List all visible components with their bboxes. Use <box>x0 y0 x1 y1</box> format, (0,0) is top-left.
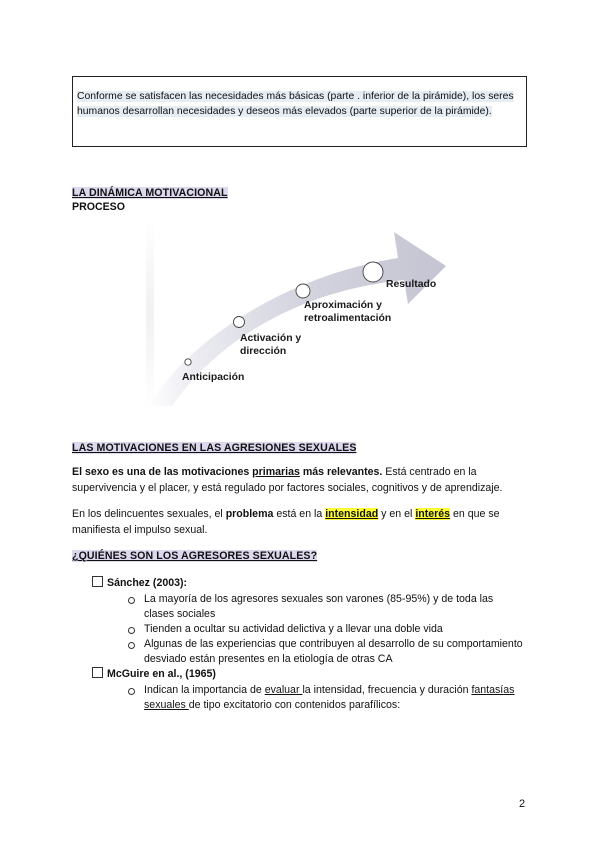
intro-text: Conforme se satisfacen las necesidades más básicas (parte . inferior de la pirámide), los seres humanos desarrollan necesidades y deseos más elevados (parte superior de la pirámide). <box>77 91 514 117</box>
step-marker-2 <box>234 317 245 328</box>
step-label-2a: Activación y <box>240 333 302 344</box>
mcguire-bullet-list <box>126 683 526 713</box>
section-subheading-proceso: PROCESO <box>72 201 125 213</box>
step-label-2b: dirección <box>240 346 287 357</box>
checkbox-icon <box>92 576 103 587</box>
highlight-interes: interés <box>415 508 451 520</box>
section-heading-motivaciones: LAS MOTIVACIONES EN LAS AGRESIONES SEXUALES <box>72 442 357 454</box>
paragraph-sexo: El sexo es una de las motivaciones primarias más relevantes. Está centrado en la supervivencia y el placer, y está regulado por factores sociales, cognitivos y de aprendizaje. <box>72 466 503 494</box>
list-item: Algunas de las experiencias que contribuyen al desarrollo de su comportamiento desviado están presentes en la etiología de otras CA <box>126 637 526 667</box>
list-item: Tienden a ocultar su actividad delictiva y a llevar una doble vida <box>126 622 526 637</box>
step-label-1: Anticipación <box>182 372 245 383</box>
step-label-4: Resultado <box>386 279 437 290</box>
step-marker-4 <box>363 262 383 282</box>
step-marker-3 <box>296 284 310 298</box>
intro-box <box>72 76 527 147</box>
checklist-item-sanchez: Sánchez (2003): <box>92 576 187 591</box>
step-label-3b: retroalimentación <box>304 313 392 324</box>
checkbox-icon <box>92 667 103 678</box>
process-diagram <box>146 218 446 413</box>
process-arrow-graphic <box>146 218 446 408</box>
page-number: 2 <box>519 798 526 810</box>
diagram-shade <box>146 218 154 408</box>
highlight-intensidad: intensidad <box>325 508 379 520</box>
list-item: La mayoría de los agresores sexuales son varones (85-95%) y de toda las clases sociales <box>126 592 526 622</box>
step-marker-1 <box>185 359 191 365</box>
section-heading-dinamica: LA DINÁMICA MOTIVACIONAL <box>72 187 228 199</box>
section-heading-agresores: ¿QUIÉNES SON LOS AGRESORES SEXUALES? <box>72 550 318 562</box>
sanchez-bullet-list <box>126 592 526 667</box>
step-label-3a: Aproximación y <box>304 300 382 311</box>
paragraph-delincuentes: En los delincuentes sexuales, el problema está en la intensidad y en el interés en que se manifiesta el impulso sexual. <box>72 508 500 536</box>
list-item: Indican la importancia de evaluar la intensidad, frecuencia y duración fantasías sexuales de tipo excitatorio con contenidos parafílicos: <box>126 683 526 713</box>
checklist-item-mcguire: McGuire en al., (1965) <box>92 667 216 682</box>
